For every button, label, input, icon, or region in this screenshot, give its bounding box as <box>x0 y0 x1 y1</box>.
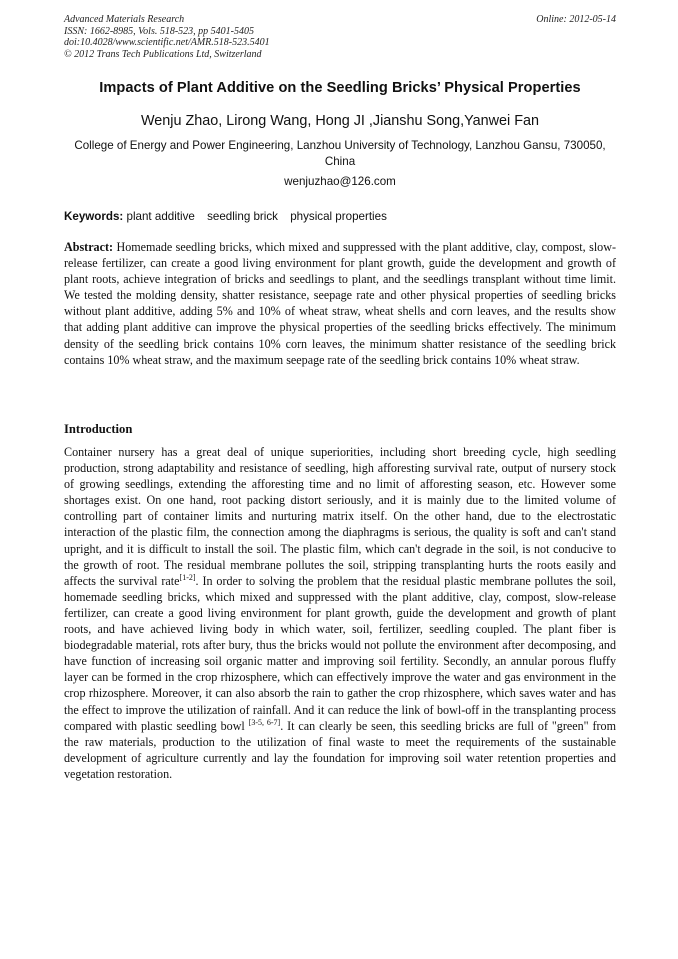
abstract-paragraph <box>64 239 616 368</box>
citation-1-2: [1-2] <box>179 572 196 582</box>
online-date: Online: 2012-05-14 <box>536 14 616 25</box>
doi-line: doi:10.4028/www.scientific.net/AMR.518-523.5401 <box>64 37 270 49</box>
citation-3-7: [3-5, 6-7] <box>248 717 281 727</box>
keyword-item: seedling brick <box>207 210 278 223</box>
journal-name: Advanced Materials Research <box>64 14 185 25</box>
section-heading-introduction: Introduction <box>64 422 133 436</box>
copyright-line: © 2012 Trans Tech Publications Ltd, Switzerland <box>64 48 262 60</box>
intro-text-part1: Container nursery has a great deal of unique superiorities, including short breeding cycle, high seedling production, strong adaptability and resistance of seedling, high afforesting survival rate, output of nursery stock of growing seedlings, extending the afforesting time and no limit of afforesting season, etc. However some shortages exist. On one hand, root packing distort seriously, and it is mainly due to the limited volume of controlling part of container limits and nurturing matrix itself. On the other hand, due to the electrostatic interaction of the plastic film, the connection among the diaphragms is serious, the quality is soft and can't stand upright, and it is difficult to install the soil. The plastic film, which can't degrade in the soil, is not conducive to the growth of root. The residual membrane pollutes the soil, stripping transplanting hurts the roots easily and affects the survival rate <box>64 445 616 588</box>
intro-text-part2: . In order to solving the problem that the residual plastic membrane pollutes the soil, homemade seedling bricks, which mixed and suppressed with the plant additive, clay, compost, slow-release fertilizer, can create a good living environment for plant growth, guide the development and growth of plant roots, and have achieved living body in which water, soil, fertilizer, seedling coupled. The plant fiber is biodegradable material, rots after bury, thus the bricks would not pollute the environment after decomposing, and have function of increasing soil organic matter and improving soil fertility. Secondly, an annular porous fluffy layer can be formed in the crop rhizosphere, which can effectively improve the water and gas environment in the crop rhizosphere. Moreover, it can also absorb the rain to gather the crop rhizosphere, which saves water and has the effect to improve the utilization of rainfall. And it can reduce the link of bowl-off in the transplanting process compared with plastic seedling bowl <box>64 573 617 733</box>
abstract-text: Homemade seedling bricks, which mixed and suppressed with the plant additive, clay, compost, slow-release fertilizer, can create a good living environment for plant growth, guide the development and growth of plant roots, achieve integration of bricks and seedlings to plant, and the seedlings transplant without time limit. We tested the molding density, shatter resistance, seepage rate and other physical properties of seedling bricks without plant additive, adding 5% and 10% of wheat straw, wheat shells and corn leaves, and the results show that adding plant additive can improve the physical properties of the seedling bricks effectively. The minimum density of the seedling brick contains 10% corn leaves, the minimum shatter resistance of the seedling brick contains 10% wheat straw, and the maximum seepage rate of the seedling brick contains 10% wheat straw. <box>64 240 616 367</box>
keyword-item: plant additive <box>126 210 195 223</box>
paper-title: Impacts of Plant Additive on the Seedling Bricks’ Physical Properties <box>99 80 581 96</box>
author-list: Wenju Zhao, Lirong Wang, Hong JI ,Jianshu Song,Yanwei Fan <box>140 113 540 129</box>
issn-line: ISSN: 1662-8985, Vols. 518-523, pp 5401-5405 <box>64 25 254 37</box>
introduction-paragraph <box>64 444 616 782</box>
affiliation: College of Energy and Power Engineering, Lanzhou University of Technology, Lanzhou Gansu, 730050, China <box>74 139 606 168</box>
journal-header <box>64 14 616 60</box>
keywords-label: Keywords: <box>64 210 124 223</box>
abstract-label: Abstract: <box>64 240 114 254</box>
keywords-line <box>64 210 616 223</box>
email-line <box>40 175 640 188</box>
keyword-item: physical properties <box>290 210 387 223</box>
author-email-link[interactable]: wenjuzhao@126.com <box>284 175 396 188</box>
intro-text-part3: . It can clearly be seen, this seedling bricks are full of "green" from the raw materials, production to the utilization of final waste to meet the requirements of the sustainable development of agriculture currently and lay the foundation for improving soil water retention properties and vegetation restoration. <box>64 718 616 781</box>
